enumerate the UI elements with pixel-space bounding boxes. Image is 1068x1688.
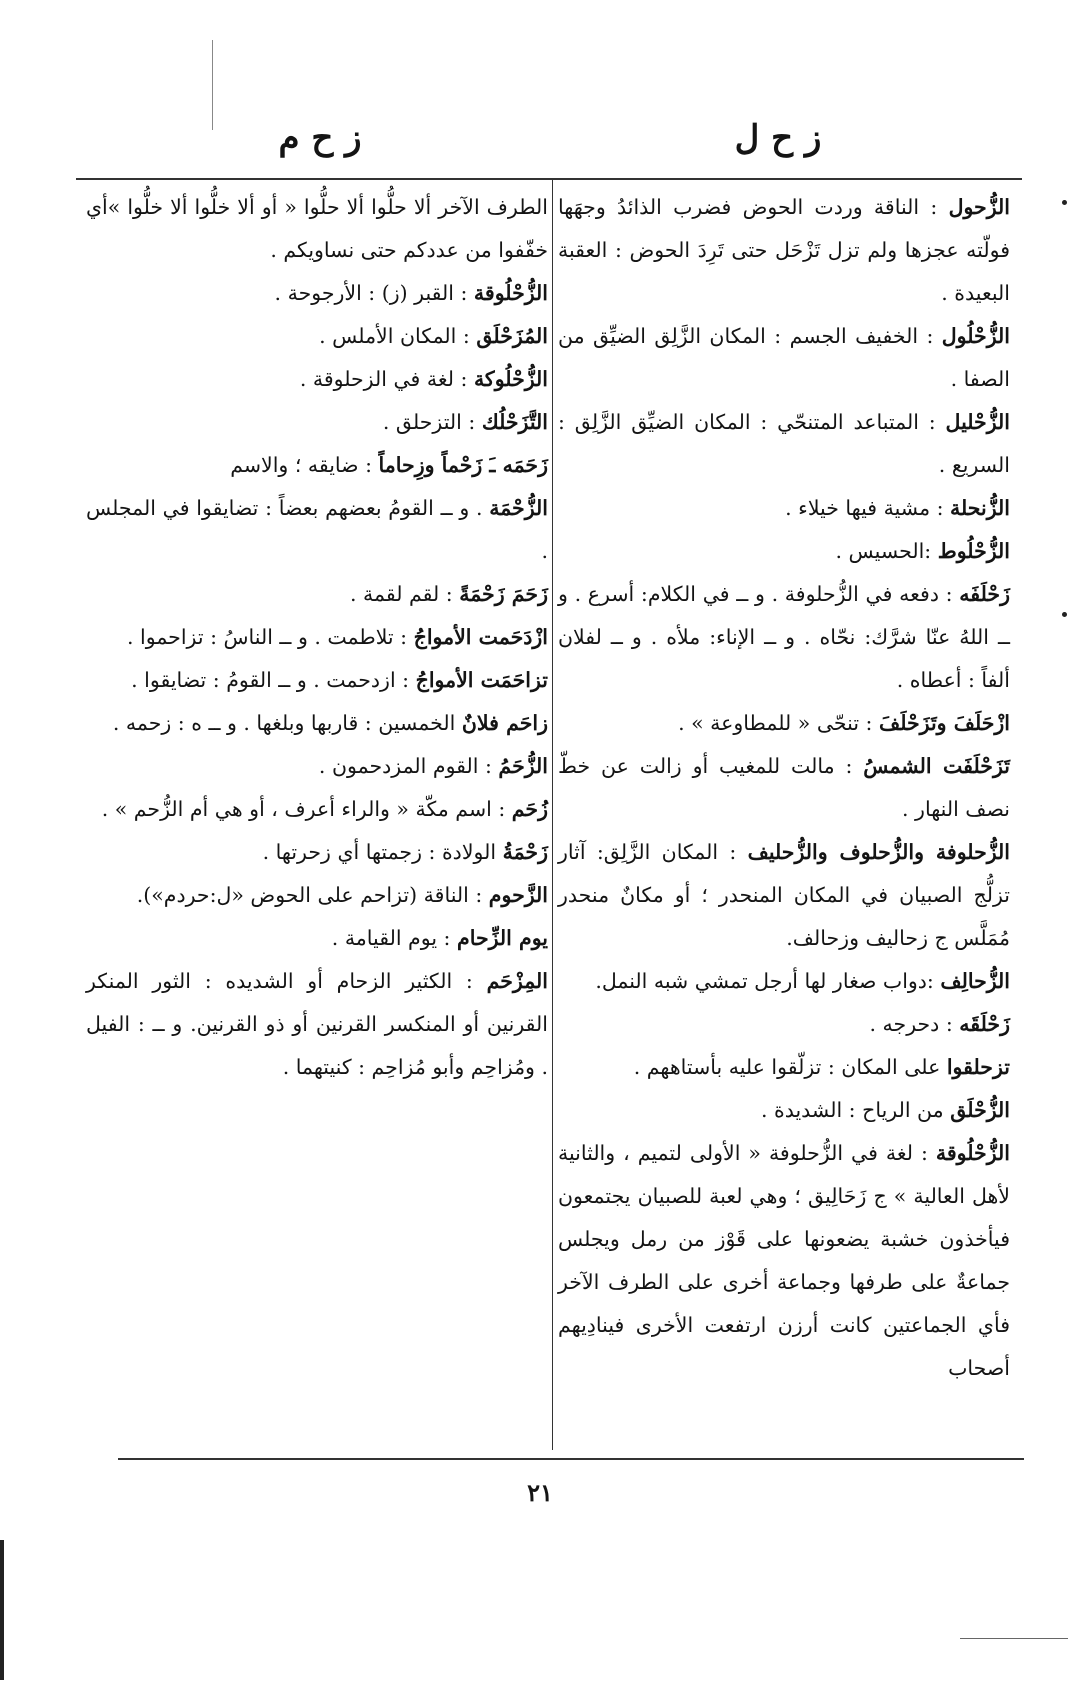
headword: يوم الزِّحام <box>457 926 548 950</box>
headword: تزاحَمَت الأمواجُ <box>415 668 548 692</box>
definition: : القوم المزدحمون . <box>318 754 492 778</box>
dictionary-entry <box>86 831 548 874</box>
dictionary-entry <box>86 788 548 831</box>
definition: . و ــ القومُ بعضهم بعضاً : تضايقوا في المجلس . <box>86 496 548 563</box>
headword: الزُّحالِف <box>940 969 1010 993</box>
definition: : ضايقه ؛ والاسم <box>230 453 373 477</box>
definition: : الخفيف الجسم : المكان الزَّلِق الضيِّق من الصفا . <box>558 324 1010 391</box>
definition: : يوم القيامة . <box>331 926 451 950</box>
definition: من الرياح : الشديدة . <box>760 1098 944 1122</box>
definition: : القبر (ز) : الأرجوحة . <box>274 281 468 305</box>
headword: الزُّحْليل <box>945 410 1010 434</box>
dictionary-entry <box>86 616 548 659</box>
headword: التَّزَحْلُك <box>481 410 548 434</box>
dictionary-entry <box>86 874 548 917</box>
headword: زاحَم فلانٌ <box>461 711 548 735</box>
left-column <box>86 186 548 1089</box>
headword: المُزَحْلَق <box>476 324 548 348</box>
headword: الزُّحْلُوكة <box>473 367 548 391</box>
headword: الزُّحْلُوط <box>937 539 1010 563</box>
definition: : المكان الأملس . <box>319 324 470 348</box>
definition: : تنحّى « للمطاوعة » . <box>678 711 873 735</box>
scan-margin-mark <box>0 1540 4 1680</box>
definition: الخمسين : قاربها وبلغها . و ــ ه : زحمه . <box>112 711 456 735</box>
dictionary-entry <box>86 272 548 315</box>
dictionary-entry <box>558 487 1010 530</box>
dictionary-entry <box>558 1089 1010 1132</box>
definition: : دحرجه . <box>869 1012 953 1036</box>
headword: الزُّحلوفة والزُّحلوف والزُّحليف <box>747 840 1010 864</box>
definition: : تلاطمت . و ــ الناسُ : تزاحموا . <box>127 625 408 649</box>
dictionary-entry <box>558 702 1010 745</box>
scan-speck <box>1062 200 1067 205</box>
definition: : التزحلق . <box>382 410 476 434</box>
scan-speck <box>1062 612 1067 617</box>
dictionary-entry <box>558 315 1010 401</box>
headword: ازْحَلَفَ وتَزَحْلَفَ <box>878 711 1010 735</box>
headword: الزُّحْلَق <box>950 1098 1010 1122</box>
right-column-header: ز ح ل <box>734 118 822 158</box>
headword: تزحلقوا <box>946 1055 1010 1079</box>
definition: :الحسيس . <box>835 539 932 563</box>
footer-rule <box>118 1458 1024 1460</box>
headword: زَحْلَفَه <box>959 582 1010 606</box>
definition: : لقم لقمة . <box>349 582 453 606</box>
definition: : لغة في الزُّحلوفة « الأولى لتميم ، والثانية لأهل العالية » ج زَحَالِيق ؛ وهي لعبة للصبيان يجتمعون فيأخذون خشبة يضعونها على قَوْز من رمل ويجلس جماعةٌ على طرفها وجماعة أخرى على الطرف الآخر فأي الجماعتين كانت أرزن ارتفعت الأخرى فينادِيهم أصحاب <box>558 1141 1010 1380</box>
definition: : مالت للمغيب أو زالت عن خطّ نصف النهار . <box>558 754 1010 821</box>
definition: : اسم مكّة « والراء أعرف ، أو هي أم الزُّحم » . <box>101 797 506 821</box>
dictionary-entry <box>558 1132 1010 1390</box>
header-divider <box>212 40 213 130</box>
definition: :دواب صغار لها أرجل تمشي شبه النمل. <box>595 969 934 993</box>
dictionary-entry <box>558 831 1010 960</box>
definition: : لغة في الزحلوقة . <box>299 367 468 391</box>
definition: : المكان الزَّلِق: آثار تزلُّج الصبيان في المكان المنحدر ؛ أو مكانٌ منحدر مُمَلَّس ج زحاليف وزحالف. <box>558 840 1010 950</box>
definition: : الناقة وردت الحوض فضرب الذائدُ وجهَها فولّته عجزها ولم تزل تَزْحَل حتى تَرِدَ الحوض : العقبة البعيدة . <box>558 195 1010 305</box>
definition: : ازدحمت . و ــ القومُ : تضايقوا . <box>131 668 410 692</box>
dictionary-entry <box>558 1046 1010 1089</box>
headword: تَزَحْلَفَت الشمسُ <box>863 754 1010 778</box>
dictionary-entry <box>86 401 548 444</box>
left-column-header: ز ح م <box>278 118 362 158</box>
dictionary-entry <box>86 444 548 487</box>
dictionary-entry <box>86 487 548 573</box>
definition: : دفعه في الزُّحلوفة . و ــ في الكلام: أسرع . و ــ اللهُ عنّا شرَّك: نحّاه . و ــ الإناء: ملأه . و ــ لفلان ألفاً : أعطاه . <box>558 582 1010 692</box>
headword: الزُّحَمُ <box>498 754 548 778</box>
page-number: ٢١ <box>527 1478 553 1507</box>
column-divider <box>552 180 553 1450</box>
dictionary-entry <box>558 745 1010 831</box>
dictionary-entry <box>86 917 548 960</box>
headword: المِزْحَم <box>486 969 548 993</box>
headword: زَحْلَقَه <box>959 1012 1010 1036</box>
dictionary-entry <box>558 573 1010 702</box>
scan-edge-line <box>960 1638 1068 1639</box>
headword: الزُّنحلة <box>950 496 1010 520</box>
headword: الزُّحول <box>948 195 1010 219</box>
dictionary-entry <box>558 186 1010 315</box>
dictionary-entry <box>86 659 548 702</box>
definition: : مشية فيها خيلاء . <box>785 496 944 520</box>
dictionary-entry <box>86 186 548 272</box>
headword: زُحَم <box>511 797 548 821</box>
headword: الزُّحْلُوقة <box>935 1141 1010 1165</box>
dictionary-entry <box>86 960 548 1089</box>
headword: زَحَمَ زَحْمَةً <box>459 582 548 606</box>
headword: الزُّحْمَة <box>489 496 548 520</box>
headword: الزُّحْلُوقة <box>473 281 548 305</box>
headword: زَحْمَةُ <box>502 840 548 864</box>
headword: الزُّحْلُول <box>941 324 1010 348</box>
dictionary-entry <box>558 960 1010 1003</box>
dictionary-entry <box>558 1003 1010 1046</box>
definition: الولادة : زجمتها أي زحرتها . <box>262 840 497 864</box>
headword: الزَّحوم <box>488 883 548 907</box>
dictionary-entry <box>86 573 548 616</box>
dictionary-entry <box>558 401 1010 487</box>
right-column <box>558 186 1010 1390</box>
dictionary-entry <box>86 315 548 358</box>
definition: : الكثير الزحام أو الشديده : الثور المنكر القرنين أو المنكسر القرنين أو ذو القرنين. و ــ : الفيل . ومُزاحِم وأبو مُزاحِم : كنيتهما . <box>86 969 548 1079</box>
dictionary-entry <box>86 745 548 788</box>
dictionary-entry <box>558 530 1010 573</box>
dictionary-entry <box>86 358 548 401</box>
definition: : المتباعد المتنحّي : المكان الضيِّق الزَّلِق : السريع . <box>558 410 1010 477</box>
dictionary-entry <box>86 702 548 745</box>
definition: : الناقة (تزاحم على الحوض «ل:حردم»). <box>136 883 483 907</box>
definition: على المكان : تزلّقوا عليه بأستاههم . <box>633 1055 941 1079</box>
headword: زَحَمَه ـَ زَحْماً وزِحاماً <box>378 453 548 477</box>
header-rule <box>76 178 1022 180</box>
headword: ازْدَحَمت الأمواجُ <box>413 625 548 649</box>
definition: الطرف الآخر ألا حلُّوا ألا حلُّوا « أو ألا خلُّوا ألا خلُّوا »أي خفّفوا من عددكم حتى نساويكم . <box>86 195 548 262</box>
